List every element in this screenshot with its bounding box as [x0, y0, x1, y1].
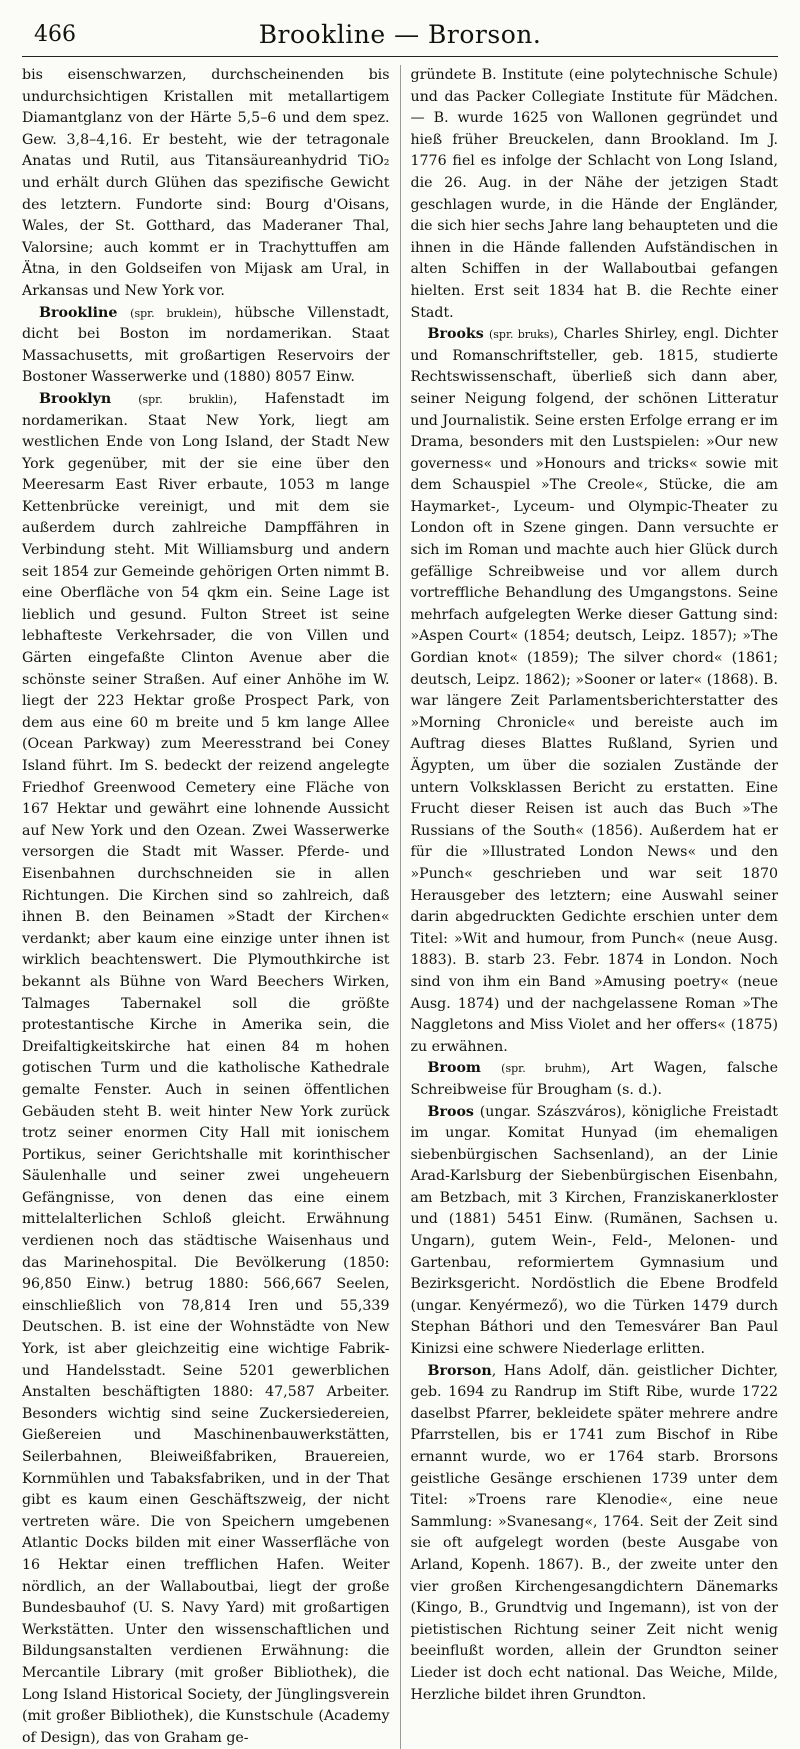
- entry-text: , Art Wagen, falsche Schreibweise für Brougham (s. d.).: [410, 1060, 778, 1098]
- right-column: [400, 65, 779, 1749]
- entry-brorson: [411, 1361, 779, 1707]
- entry-text: , hübsche Villenstadt, dicht bei Boston im nordamerikan. Staat Massachusetts, mit großartigen Reservoirs der Bostoner Wasserwerke und (1880) 8057 Einw.: [22, 304, 390, 386]
- entry-pronunciation: (spr. bruks): [489, 328, 554, 342]
- page-header: [22, 16, 778, 57]
- entry-brookline: [22, 303, 390, 389]
- continuation-text: bis eisenschwarzen, durchscheinenden bis undurchsichtigen Kristallen mit metallartigem Diamantglanz von der Härte 5,5–6 und dem spez. Gew. 3,8–4,16. Er besteht, wie der tetragonale Anatas und Rutil, aus Titansäureanhydrid TiO₂ und erhält durch Glühen das spezifische Gewicht des letztern. Fundorte sind: Bourg d'Oisans, Wales, der St. Gotthard, das Maderaner Thal, Valorsine; auch kommt er in Trachyttuffen am Ätna, in den Goldseifen von Mijask am Ural, in Arkansas und New York vor.: [22, 67, 390, 299]
- entry-headword: Brorson: [427, 1362, 492, 1379]
- running-title: Brookline — Brorson.: [258, 20, 542, 49]
- entry-brooklyn: [22, 389, 390, 1749]
- entry-text: , Hafenstadt im nordamerikan. Staat New York, liegt am westlichen Ende von Long Island, der Stadt New York gegenüber, mit der sie eine über den Meeresarm East River erbaute, 1053 m lange Kettenbrücke vereinigt, und mit dem sie außerdem durch zahlreiche Dampffähren in Verbindung steht. Mit Williamsburg und andern seit 1854 zur Gemeinde gehörigen Orten nimmt B. eine Oberfläche von 54 qkm ein. Seine Lage ist lieblich und gesund. Fulton Street ist seine lebhafteste Verkehrsader, die von Villen und Gärten eingefaßte Clinton Avenue aber die schönste seiner Straßen. Auf einer Anhöhe im W. liegt der 223 Hektar große Prospect Park, von dem aus eine 60 m breite und 5 km lange Allee (Ocean Parkway) zum Meeresstrand bei Coney Island führt. Im S. bedeckt der reizend angelegte Friedhof Greenwood Cemetery eine Fläche von 167 Hektar und gewährt eine lohnende Aussicht auf New York und den Ozean. Zwei Wasserwerke versorgen die Stadt mit Wasser. Pferde- und Eisenbahnen durchschneiden sie in allen Richtungen. Die Kirchen sind so zahlreich, daß ihnen B. den Beinamen »Stadt der Kirchen« verdankt; aber kaum eine einzige unter ihnen ist wirklich beachtenswert. Die Plymouthkirche ist bekannt als Bühne von Ward Beechers Wirken, Talmages Tabernakel soll die größte protestantische Kirche in Amerika sein, die Dreifaltigkeitskirche hat einen 84 m hohen gotischen Turm und die katholische Kathedrale gemalte Fenster. Auch in seinen öffentlichen Gebäuden steht B. weit hinter New York zurück trotz seiner enormen City Hall mit ionischem Portikus, seiner Gerichtshalle mit korinthischer Säulenhalle und seiner zwei ungeheuern Gefängnisse, von denen das eine einem mittelalterlichen Schloß gleicht. Erwähnung verdienen noch das städtische Waisenhaus und das Marinehospital. Die Bevölkerung (1850: 96,850 Einw.) betrug 1880: 566,667 Seelen, einschließlich von 78,814 Iren und 55,339 Deutschen. B. ist eine der Wohnstädte von New York, ist aber gleichzeitig eine wichtige Fabrik- und Handelsstadt. Seine 5201 gewerblichen Anstalten beschäftigten 1880: 47,587 Arbeiter. Besonders wichtig sind seine Zuckersiedereien, Gießereien und Maschinenbauwerkstätten, Seilerbahnen, Bleiweißfabriken, Brauereien, Kornmühlen und Tabaksfabriken, und in der That gibt es kaum einen Geschäftszweig, der nicht vertreten wäre. Die von Speichern umgebenen Atlantic Docks bilden mit einer Wasserfläche von 16 Hektar einen trefflichen Hafen. Weiter nördlich, an der Wallaboutbai, liegt der große Bundesbauhof (U. S. Navy Yard) mit großartigen Werkstätten. Unter den wissenschaftlichen und Bildungsanstalten verdienen Erwähnung: die Mercantile Library (mit großer Bibliothek), die Long Island Historical Society, der Jünglingsverein (mit großer Bibliothek), die Kunstschule (Academy of Design), das von Graham ge-: [22, 390, 390, 1746]
- entry-broom: [411, 1058, 779, 1101]
- entry-text: , Hans Adolf, dän. geistlicher Dichter, geb. 1694 zu Randrup im Stift Ribe, wurde 1722 daselbst Pfarrer, bekleidete später mehrere andre Pfarrstellen, bis er 1741 zum Bischof in Ribe ernannt wurde, wo er 1764 starb. Brorsons geistliche Gesänge erschienen 1739 unter dem Titel: »Troens rare Klenodie«, eine neue Sammlung: »Svanesang«, 1764. Seit der Zeit sind sie oft aufgelegt worden (beste Ausgabe von Arland, Kopenh. 1867). B., der zweite unter den vier großen Kirchengesangdichtern Dänemarks (Kingo, B., Grundtvig und Ingemann), ist von der pietistischen Richtung seiner Zeit nicht wenig beeinflußt worden, allein der Grundton seiner Lieder ist doch echt national. Das Weiche, Milde, Herzliche bildet ihren Grundton.: [410, 1362, 778, 1703]
- page-number: 466: [34, 22, 76, 47]
- entry-text: (ungar. Szászváros), königliche Freistadt im ungar. Komitat Hunyad (im ehemaligen siebenbürgischen Sachsenland), an der Linie Arad-Karlsburg der Siebenbürgischen Eisenbahn, am Betzbach, mit 3 Kirchen, Franziskanerkloster und (1881) 5451 Einw. (Rumänen, Sachsen u. Ungarn), gutem Wein-, Feld-, Melonen- und Gartenbau, reformiertem Gymnasium und Bezirksgericht. Nordöstlich die Ebene Brodfeld (ungar. Kenyérmező), wo die Türken 1479 durch Stephan Báthori und den Temesvárer Ban Paul Kinizsi eine schwere Niederlage erlitten.: [410, 1103, 778, 1358]
- entry-headword: Brooks: [427, 326, 484, 343]
- text-columns: [22, 65, 778, 1749]
- left-column: [22, 65, 400, 1749]
- entry-pronunciation: (spr. bruklein): [130, 306, 218, 320]
- entry-broos: [411, 1102, 779, 1361]
- entry-pronunciation: (spr. bruklin): [138, 392, 234, 406]
- entry-pronunciation: (spr. bruhm): [501, 1062, 587, 1076]
- entry-brooks: [411, 324, 779, 1058]
- entry-headword: Broos: [427, 1103, 474, 1120]
- entry-headword: Brooklyn: [39, 390, 112, 407]
- entry-text: , Charles Shirley, engl. Dichter und Romanschriftsteller, geb. 1815, studierte Rechtswissenschaft, überließ sich dann aber, seiner Neigung folgend, der schönen Litteratur und Journalistik. Seine ersten Erfolge errang er im Drama, besonders mit den Lustspielen: »Our new governess« und »Honours and tricks« sowie mit dem Schauspiel »The Creole«, Stücke, die am Haymarket-, Lyceum- und Olympic-Theater zu London oft in Szene gingen. Dann versuchte er sich im Roman und machte auch hier Glück durch gefällige Schreibweise und vor allem durch vortreffliche Behandlung des Umgangstons. Seine mehrfach aufgelegten Werke dieser Gattung sind: »Aspen Court« (1854; deutsch, Leipz. 1857); »The Gordian knot« (1859); The silver chord« (1861; deutsch, Leipz. 1862); »Sooner or later« (1868). B. war längere Zeit Parlamentsberichterstatter des »Morning Chronicle« und bereiste auch im Auftrag dieses Blattes Rußland, Syrien und Ägypten, um über die sozialen Zustände der untern Volksklassen Bericht zu erstatten. Eine Frucht dieser Reisen ist auch das Buch »The Russians of the South« (1856). Außerdem hat er für die »Illustrated London News« und den »Punch« geschrieben und war seit 1870 Herausgeber des letztern; eine Auswahl seiner darin abgedruckten Gedichte erschien unter dem Titel: »Wit and humour, from Punch« (neue Ausg. 1883). B. starb 23. Febr. 1874 in London. Noch sind von ihm ein Band »Amusing poetry« (neue Ausg. 1874) und der nachgelassene Roman »The Naggletons and Miss Violet and her offers« (1875) zu erwähnen.: [410, 326, 778, 1055]
- entry-headword: Broom: [427, 1060, 481, 1077]
- continuation-text: gründete B. Institute (eine polytechnische Schule) und das Packer Collegiate Institute für Mädchen. — B. wurde 1625 von Wallonen gegründet und hieß früher Breuckelen, dann Brookland. Im J. 1776 fiel es infolge der Schlacht von Long Island, die 26. Aug. in der Nähe der jetzigen Stadt geschlagen wurde, in die Hände der Engländer, die sich hier sechs Jahre lang behaupteten und die ihnen in die Hände fallenden Aufständischen in alten Schiffen in der Wallaboutbai gefangen hielten. Erst seit 1834 hat B. die Rechte einer Stadt.: [410, 67, 778, 321]
- entry-headword: Brookline: [39, 304, 118, 321]
